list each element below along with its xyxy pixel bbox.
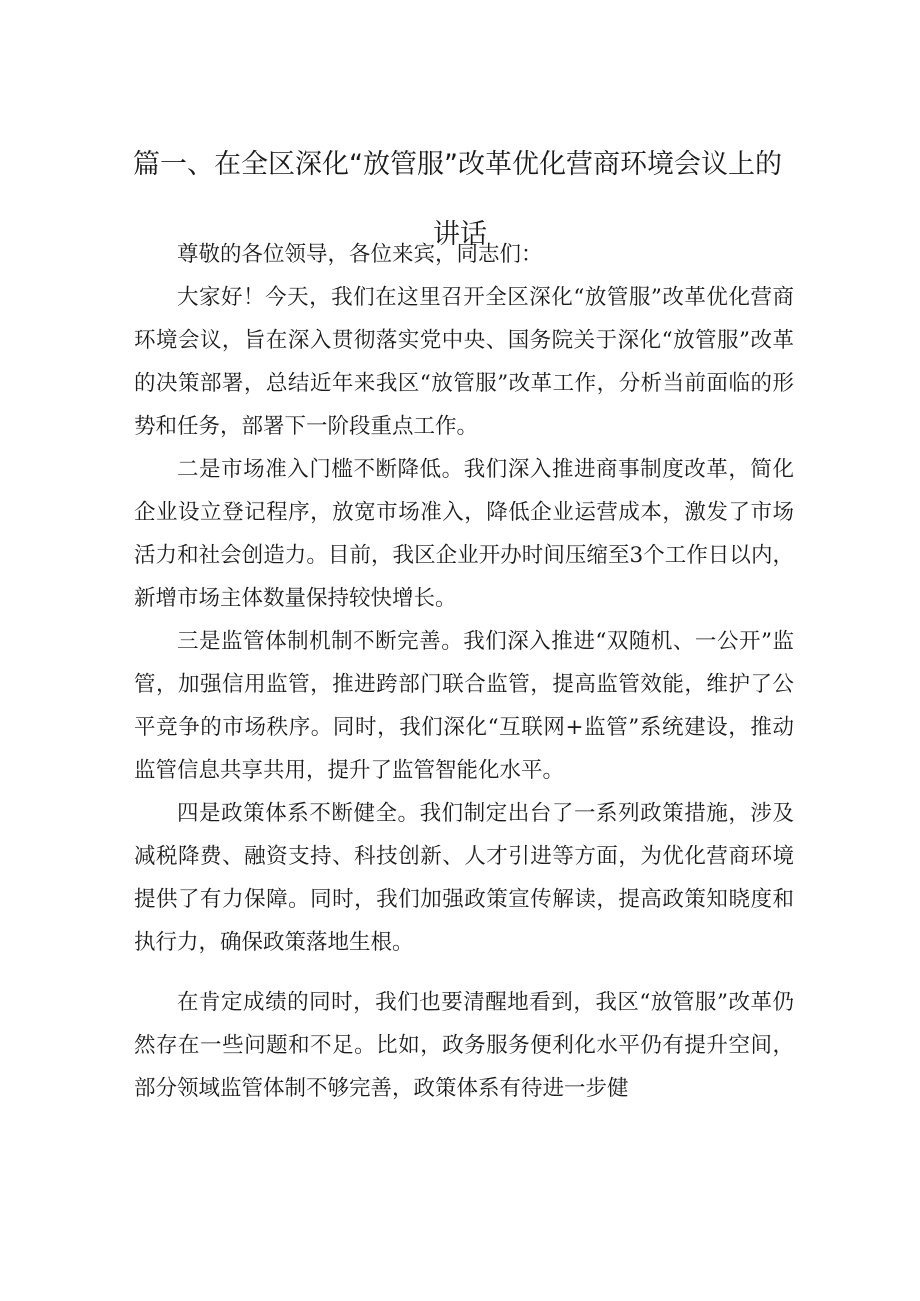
paragraph: 三是监管体制机制不断完善。我们深入推进“双随机、一公开”监管，加强信用监管，推进跨部门联合监管，提高监管效能，维护了公平竞争的市场秩序。同时，我们深化“互联网+监管”系统建设，推动监管信息共享共用，提升了监管智能化水平。 <box>134 629 794 783</box>
document-body <box>134 233 794 1110</box>
document-title-continued: 讲话 <box>433 219 487 250</box>
paragraph: 大家好！今天，我们在这里召开全区深化“放管服”改革优化营商环境会议，旨在深入贯彻落实党中央、国务院关于深化“放管服”改革的决策部署，总结近年来我区“放管服”改革工作，分析当前面临的形势和任务，部署下一阶段重点工作。 <box>134 285 794 439</box>
document-title: 篇一、在全区深化“放管服”改革优化营商环境会议上的 <box>133 149 782 180</box>
salutation: 尊敬的各位领导，各位来宾，同志们： <box>177 242 543 267</box>
paragraph: 四是政策体系不断健全。我们制定出台了一系列政策措施，涉及减税降费、融资支持、科技创新、人才引进等方面，为优化营商环境提供了有力保障。同时，我们加强政策宣传解读，提高政策知晓度和执行力，确保政策落地生根。 <box>134 801 794 955</box>
paragraph: 二是市场准入门槛不断降低。我们深入推进商事制度改革，简化企业设立登记程序，放宽市场准入，降低企业运营成本，激发了市场活力和社会创造力。目前，我区企业开办时间压缩至3个工作日以内，新增市场主体数量保持较快增长。 <box>134 457 794 611</box>
paragraph: 在肯定成绩的同时，我们也要清醒地看到，我区“放管服”改革仍然存在一些问题和不足。比如，政务服务便利化水平仍有提升空间，部分领域监管体制不够完善，政策体系有待进一步健 <box>134 990 794 1101</box>
